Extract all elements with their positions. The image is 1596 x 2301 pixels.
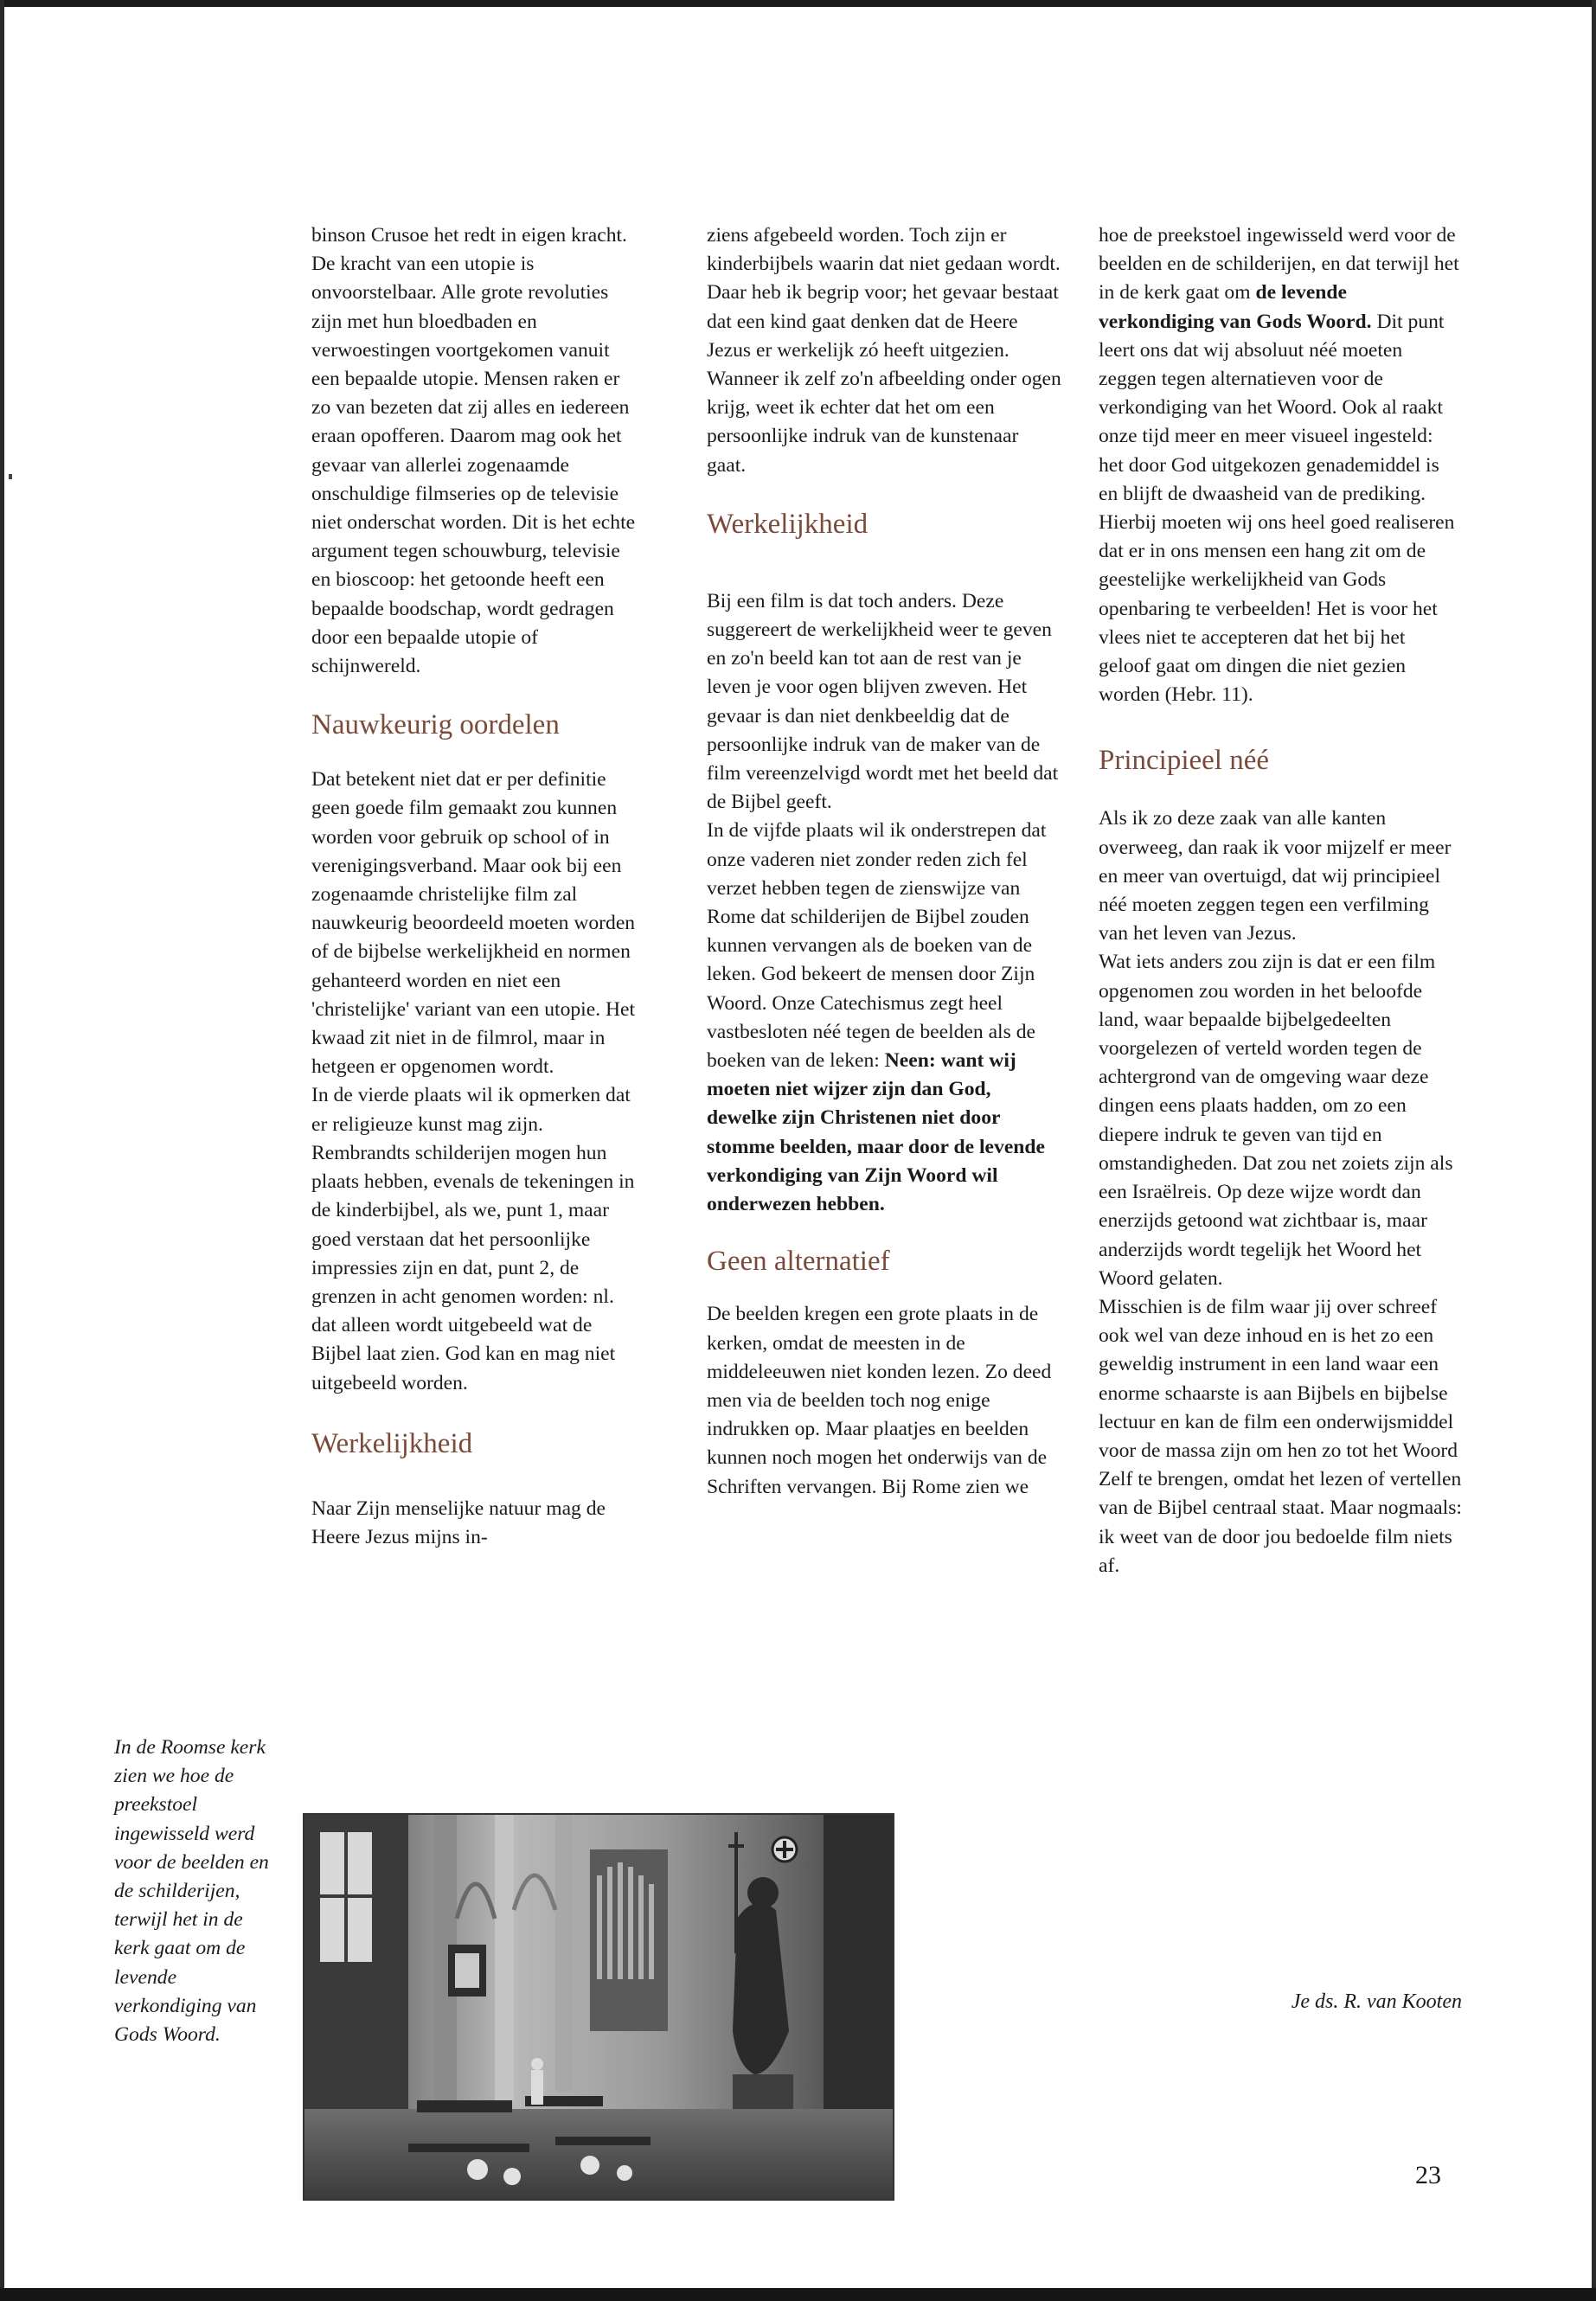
photo-caption: In de Roomse kerk zien we hoe de preekstoel ingewisseld werd voor de beelden en de schilderijen, terwijl het in de kerk gaat om de levende verkondiging van Gods Woord. bbox=[114, 1736, 269, 2047]
heading-werkelijkheid-2: Werkelijkheid bbox=[707, 508, 869, 540]
author-signature: Je ds. R. van Kooten bbox=[1291, 1990, 1462, 2013]
paragraph-vijfde-plaats bbox=[707, 817, 1061, 1219]
heading-principieel-nee: Principieel néé bbox=[1099, 745, 1270, 777]
paragraph-vierde-plaats: In de vierde plaats wil ik opmerken dat er religieuze kunst mag zijn. Rembrandts schilderijen mogen hun plaats hebben, evenals de tekeningen in de kinderbijbel, als we, punt 1, maar goed verstaan dat het persoonlijke impressies zijn en dat, punt 2, de grenzen in acht genomen worden: nl. dat alleen wordt uitgebeeld wat de Bijbel laat zien. God kan en mag niet uitgebeeld worden. bbox=[311, 1084, 635, 1394]
column-3 bbox=[1099, 221, 1462, 1580]
paragraph-afgebeeld: ziens afgebeeld worden. Toch zijn er kinderbijbels waarin dat niet gedaan wordt. Daar heb ik begrip voor; het gevaar bestaat dat een kind gaat denken dat de Heere Jezus er werkelijk zó heeft uitgezien. Wanneer ik zelf zo'n afbeelding onder ogen krijg, weet ik echter dat het om een persoonlijke indruk van de kunstenaar gaat. bbox=[707, 224, 1061, 477]
paragraph-menselijke-natuur: Naar Zijn menselijke natuur mag de Heere Jezus mijns in- bbox=[311, 1497, 606, 1548]
paragraph-als-ik: Als ik zo deze zaak van alle kanten overweeg, dan raak ik voor mijzelf er meer en meer van overtuigd, dat wij principieel néé moeten zeggen tegen een verfilming van het leven van Jezus. bbox=[1099, 807, 1452, 945]
paragraph-wat-iets-anders: Wat iets anders zou zijn is dat er een film opgenomen zou worden in het beloofde land, waar bepaalde bijbelgedeelten voorgelezen of verteld worden tegen de achtergrond van de omgeving waar deze dingen eens plaats hadden, om zo een diepere indruk te geven van tijd en omstandigheden. Dat zou net zoiets zijn als een Israëlreis. Op deze wijze wordt dan enerzijds getoond wat zichtbaar is, maar anderzijds wordt tegelijk het Woord het Woord gelaten. bbox=[1099, 951, 1453, 1290]
scan-speck bbox=[9, 474, 12, 479]
scan-right-edge bbox=[1592, 0, 1596, 2301]
catechismus-quote: Neen: want wij moeten niet wijzer zijn dan God, dewelke zijn Christenen niet door stomme beelden, maar door de levende verkondiging van Zijn Woord wil onderwezen hebben. bbox=[707, 1049, 1046, 1216]
paragraph-hierbij: Hierbij moeten wij ons heel goed realiseren dat er in ons mensen een hang zit om de geestelijke werkelijkheid van Gods openbaring te verbeelden! Het is voor het vlees niet te accepteren dat het bij het geloof gaat om dingen die niet gezien worden (Hebr. 11). bbox=[1099, 511, 1455, 707]
heading-geen-alternatief: Geen alternatief bbox=[707, 1246, 890, 1278]
heading-werkelijkheid-1: Werkelijkheid bbox=[311, 1427, 473, 1459]
scan-left-edge bbox=[0, 0, 4, 2301]
church-interior-photo bbox=[303, 1813, 894, 2201]
preekstoel-text-end: Dit punt leert ons dat wij absoluut néé moeten zeggen tegen alternatieven voor de verkondiging van het Woord. Ook al raakt onze tijd meer en meer visueel ingesteld: het door God uitgekozen genademiddel is en blijft de dwaasheid van de prediking. bbox=[1099, 310, 1445, 505]
scan-bottom-edge bbox=[0, 2288, 1596, 2301]
column-2 bbox=[707, 221, 1061, 1502]
page-number: 23 bbox=[1415, 2161, 1441, 2189]
paragraph-betekent: Dat betekent niet dat er per definitie geen goede film gemaakt zou kunnen worden voor gebruik op school of in verenigingsverband. Maar ook bij een zogenaamde christelijke film zal nauwkeurig beoordeeld moeten worden of de bijbelse werkelijkheid en normen gehanteerd worden en niet een 'christelijke' variant van een utopie. Het kwaad zit niet in de filmrol, maar in hetgeen er opgenomen wordt. bbox=[311, 768, 636, 1079]
church-interior-illustration bbox=[304, 1815, 893, 2199]
paragraph-beelden: De beelden kregen een grote plaats in de kerken, omdat de meesten in de middeleeuwen niet konden lezen. Zo deed men via de beelden toch nog enige indrukken op. Maar plaatjes en beelden kunnen noch mogen het onderwijs van de Schriften vervangen. Bij Rome zien we bbox=[707, 1303, 1052, 1498]
vijfde-plaats-text: In de vijfde plaats wil ik onderstrepen dat onze vaderen niet zonder reden zich fel verzet hebben tegen de zienswijze van Rome dat schilderijen de Bijbel zouden kunnen vervangen als de boeken van de leken. God bekeert de mensen door Zijn Woord. Onze Catechismus zegt heel vastbesloten néé tegen de beelden als de boeken van de leken: bbox=[707, 819, 1047, 1073]
paragraph-utopie: De kracht van een utopie is onvoorstelbaar. Alle grote revoluties zijn met hun bloedbaden en verwoestingen voortgekomen vanuit een bepaalde utopie. Mensen raken er zo van bezeten dat zij alles en iedereen eraan opofferen. Daarom mag ook het gevaar van allerlei zogenaamde onschuldige filmseries op de televisie niet onderschat worden. Dit is het echte argument tegen schouwburg, televisie en bioscoop: het getoonde heeft een bepaalde boodschap, wordt gedragen door een bepaalde utopie of schijnwereld. bbox=[311, 253, 636, 678]
paragraph-crusoe: binson Crusoe het redt in eigen kracht. bbox=[311, 224, 627, 247]
heading-nauwkeurig-oordelen: Nauwkeurig oordelen bbox=[311, 709, 560, 741]
levende-verkondiging-bold: de levende verkondiging van Gods Woord. bbox=[1099, 281, 1372, 333]
paragraph-misschien: Misschien is de film waar jij over schreef ook wel van deze inhoud en is het zo een geweldig instrument in een land waar een enorme schaarste is aan Bijbels en bijbelse lectuur en kan de film een onderwijsmiddel voor de massa zijn om hen zo tot het Woord Zelf te brengen, omdat het lezen of vertellen van de Bijbel centraal staat. Maar nogmaals: ik weet van de door jou bedoelde film niets af. bbox=[1099, 1295, 1462, 1577]
scan-top-edge bbox=[0, 0, 1596, 7]
preekstoel-text: hoe de preekstoel ingewisseld werd voor de beelden en de schilderijen, en dat terwijl het in de kerk gaat om bbox=[1099, 224, 1459, 304]
paragraph-film-anders: Bij een film is dat toch anders. Deze suggereert de werkelijkheid weer te geven en zo'n beeld kan tot aan de rest van je leven je voor ogen blijven zweven. Het gevaar is dan niet denkbeeldig dat de persoonlijke indruk van de maker van de film vereenzelvigd wordt met het beeld dat de Bijbel geeft. bbox=[707, 589, 1059, 814]
paragraph-preekstoel bbox=[1099, 221, 1462, 509]
column-1 bbox=[311, 221, 640, 1552]
